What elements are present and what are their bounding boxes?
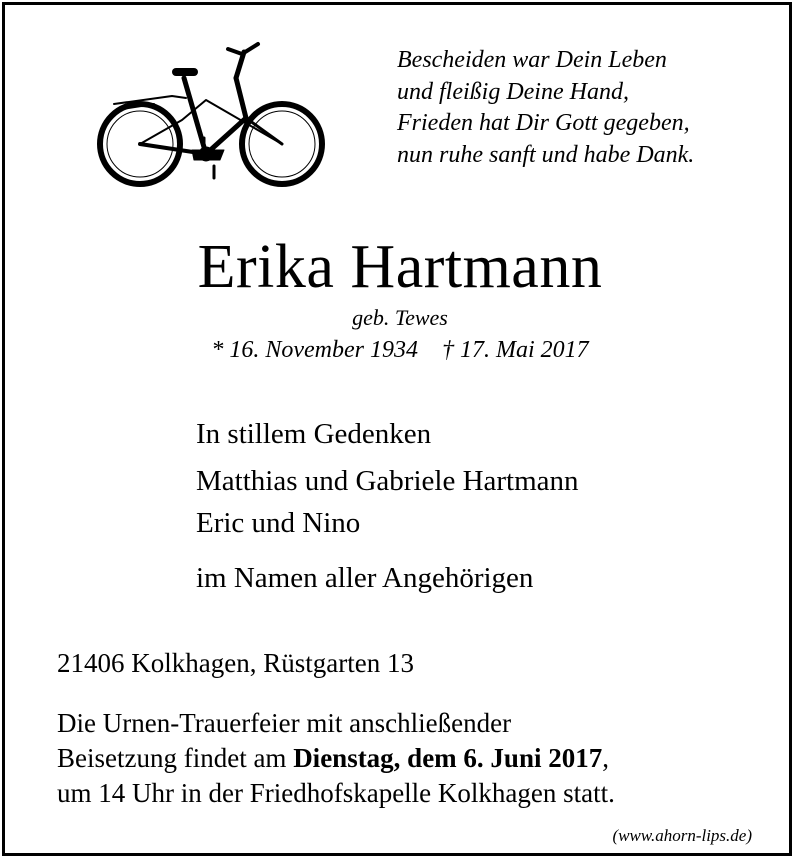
maiden-name: geb. Tewes xyxy=(352,305,448,330)
ceremony-text: , xyxy=(602,743,609,773)
ceremony-notice xyxy=(57,706,615,811)
bicycle-icon xyxy=(94,38,329,193)
poem xyxy=(397,45,694,171)
ceremony-text: Beisetzung findet am xyxy=(57,743,294,773)
mourners-intro: In stillem Gedenken xyxy=(196,418,432,450)
poem-line: nun ruhe sanft und habe Dank. xyxy=(397,141,695,168)
ceremony-line: um 14 Uhr in der Friedhofskapelle Kolkhagen statt. xyxy=(57,778,615,808)
mourner-names: Eric und Nino xyxy=(196,507,361,539)
poem-line: Frieden hat Dir Gott gegeben, xyxy=(397,110,690,136)
ceremony-date: Dienstag, dem 6. Juni 2017 xyxy=(293,743,603,773)
mourners-closing: im Namen aller Angehörigen xyxy=(196,562,534,594)
mourner-names: Matthias und Gabriele Hartmann xyxy=(196,465,579,497)
poem-line: Bescheiden war Dein Leben xyxy=(397,47,667,73)
source-credit: (www.ahorn-lips.de) xyxy=(612,826,752,845)
death-date: † 17. Mai 2017 xyxy=(441,337,589,363)
ceremony-line: Die Urnen-Trauerfeier mit anschließender xyxy=(57,708,512,738)
life-dates xyxy=(0,335,800,365)
poem-line: und fleißig Deine Hand, xyxy=(397,78,629,105)
birth-date: * 16. November 1934 xyxy=(211,337,418,363)
address: 21406 Kolkhagen, Rüstgarten 13 xyxy=(57,648,414,678)
ceremony-line xyxy=(57,741,615,776)
deceased-name: Erika Hartmann xyxy=(197,233,603,301)
